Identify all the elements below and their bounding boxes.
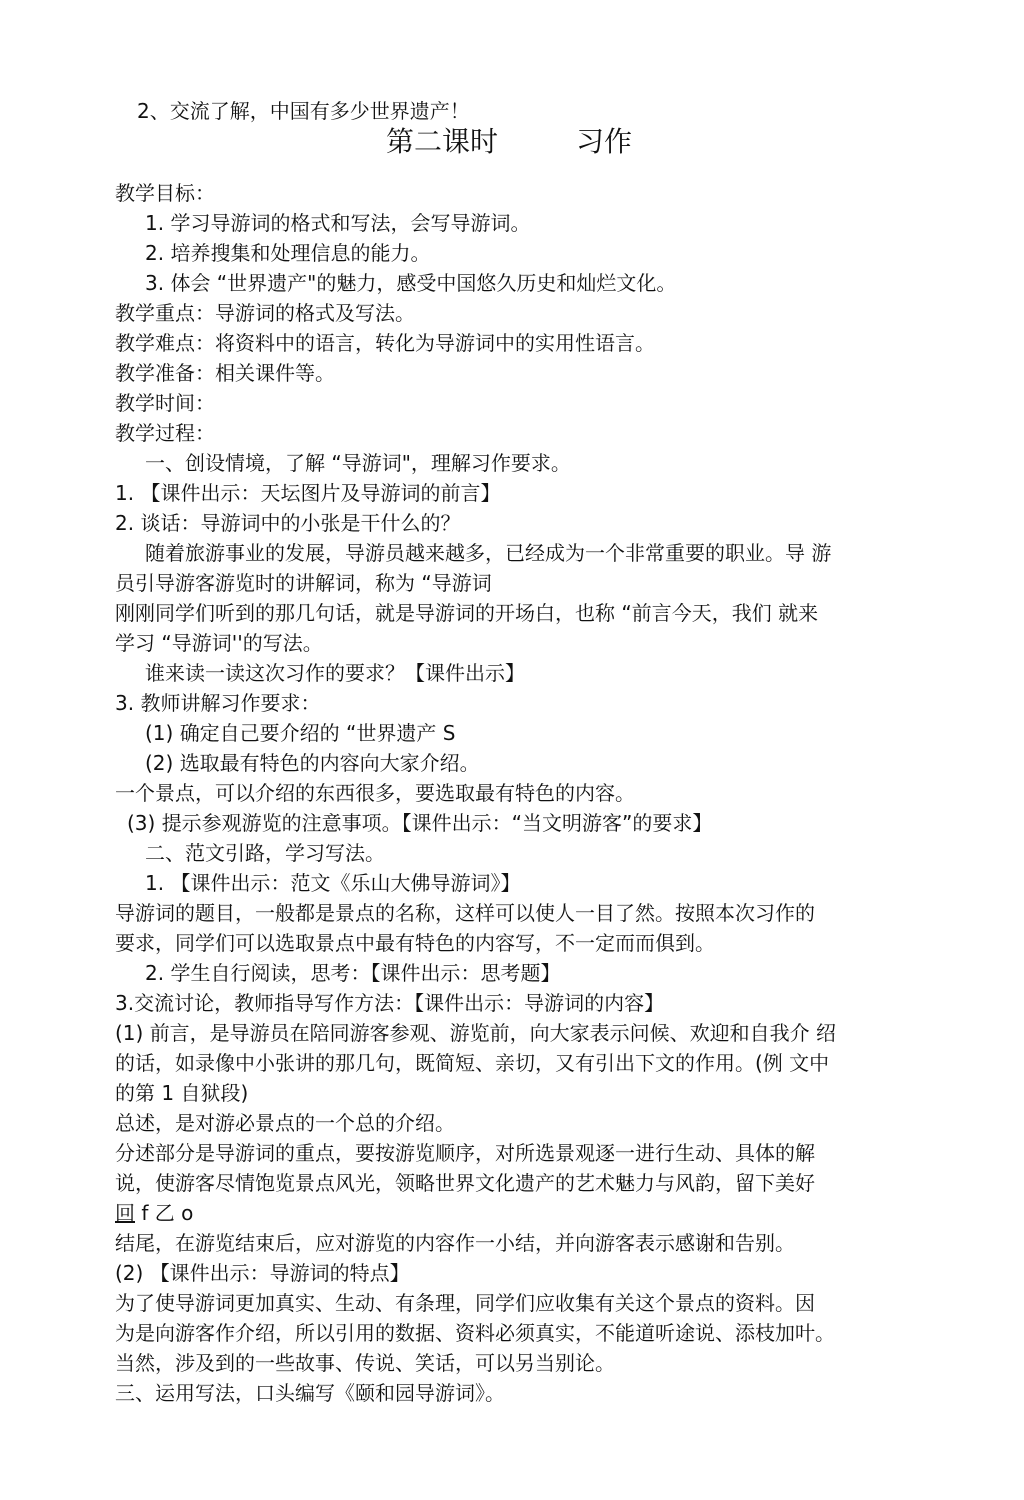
section-2-item-2: 2. 学生自行阅读，思考：【课件出示：思考题】 <box>145 961 561 985</box>
key-points: 教学重点：导游词的格式及写法。 <box>115 301 415 325</box>
section-1-heading: 一、创设情境，了解 “导游词"，理解习作要求。 <box>145 451 571 475</box>
requirement-1: (1) 确定自己要介绍的 “世界遗产 S <box>145 721 456 745</box>
paragraph-line: 的话，如录像中小张讲的那几句，既简短、亲切，又有引出下文的作用。(例 文中 <box>115 1051 830 1075</box>
paragraph-line: 总述，是对游必景点的一个总的介绍。 <box>115 1111 455 1135</box>
objective-3: 3. 体会 “世界遗产"的魅力，感受中国悠久历史和灿烂文化。 <box>145 271 677 295</box>
requirement-2: (2) 选取最有特色的内容向大家介绍。 <box>145 751 480 775</box>
paragraph-line: 导游词的题目，一般都是景点的名称，这样可以使人一目了然。按照本次习作的 <box>115 901 815 925</box>
lesson-title <box>386 124 632 160</box>
section-2-item-3: 3.交流讨论，教师指导写作方法：【课件出示：导游词的内容】 <box>115 991 665 1015</box>
paragraph-line: 随着旅游事业的发展，导游员越来越多，已经成为一个非常重要的职业。导 游 <box>145 541 832 565</box>
paragraph-line <box>115 1200 193 1226</box>
underlined-char: 回 <box>115 1201 135 1225</box>
requirement-3: (3) 提示参观游览的注意事项。【课件出示：“当文明游客”的要求】 <box>127 811 713 835</box>
paragraph-line: 分述部分是导游词的重点，要按游览顺序，对所选景观逐一进行生动、具体的解 <box>115 1141 815 1165</box>
objective-1: 1. 学习导游词的格式和写法，会写导游词。 <box>145 211 531 235</box>
paragraph-line: 刚刚同学们听到的那几句话，就是导游词的开场白，也称 “前言今天，我们 就来 <box>115 601 819 625</box>
difficulties: 教学难点：将资料中的语言，转化为导游词中的实用性语言。 <box>115 331 655 355</box>
paragraph-line: 谁来读一读这次习作的要求？【课件出示】 <box>145 661 525 685</box>
paragraph-line: 要求，同学们可以选取景点中最有特色的内容写，不一定而而俱到。 <box>115 931 715 955</box>
paragraph-line: (1) 前言，是导游员在陪同游客参观、游览前，向大家表示问候、欢迎和自我介 绍 <box>115 1021 837 1045</box>
teaching-process: 教学过程： <box>115 421 215 445</box>
section-2-heading: 二、范文引路，学习写法。 <box>145 841 385 865</box>
section-3-heading: 三、运用写法，口头编写《颐和园导游词》。 <box>115 1381 505 1405</box>
section-2-item-1: 1. 【课件出示：范文《乐山大佛导游词》】 <box>145 871 521 895</box>
preparation: 教学准备：相关课件等。 <box>115 361 335 385</box>
paragraph-line: 员引导游客游览时的讲解词，称为 “导游词 <box>115 571 492 595</box>
section-1-item-1: 1. 【课件出示：天坛图片及导游词的前言】 <box>115 481 501 505</box>
objectives-heading: 教学目标： <box>115 181 215 205</box>
teaching-time: 教学时间： <box>115 391 215 415</box>
section-2-content-2: (2) 【课件出示：导游词的特点】 <box>115 1261 410 1285</box>
paragraph-line: 当然，涉及到的一些故事、传说、笑话，可以另当别论。 <box>115 1351 615 1375</box>
objective-2: 2. 培养搜集和处理信息的能力。 <box>145 241 431 265</box>
paragraph-line: 的第 1 自狱段) <box>115 1081 249 1105</box>
lesson-title-part1: 第二课时 <box>386 125 499 158</box>
paragraph-line: 为了使导游词更加真实、生动、有条理，同学们应收集有关这个景点的资料。因 <box>115 1291 815 1315</box>
paragraph-line: 为是向游客作介绍，所以引用的数据、资料必须真实，不能道听途说、添枝加叶。 <box>115 1321 835 1345</box>
paragraph-line: 结尾，在游览结束后，应对游览的内容作一小结，并向游客表示感谢和告别。 <box>115 1231 795 1255</box>
requirement-2-note: 一个景点，可以介绍的东西很多，要选取最有特色的内容。 <box>115 781 635 805</box>
intro-item: 2、交流了解，中国有多少世界遗产！ <box>137 99 470 123</box>
lesson-title-part2: 习作 <box>576 125 633 158</box>
section-1-item-3: 3. 教师讲解习作要求： <box>115 691 321 715</box>
paragraph-line: 说，使游客尽情饱览景点风光，领略世界文化遗产的艺术魅力与风韵，留下美好 <box>115 1171 815 1195</box>
section-1-item-2: 2. 谈话：导游词中的小张是干什么的？ <box>115 511 461 535</box>
paragraph-line: 学习 “导游词''的写法。 <box>115 631 323 655</box>
paragraph-fragment: f 乙 o <box>135 1201 194 1225</box>
